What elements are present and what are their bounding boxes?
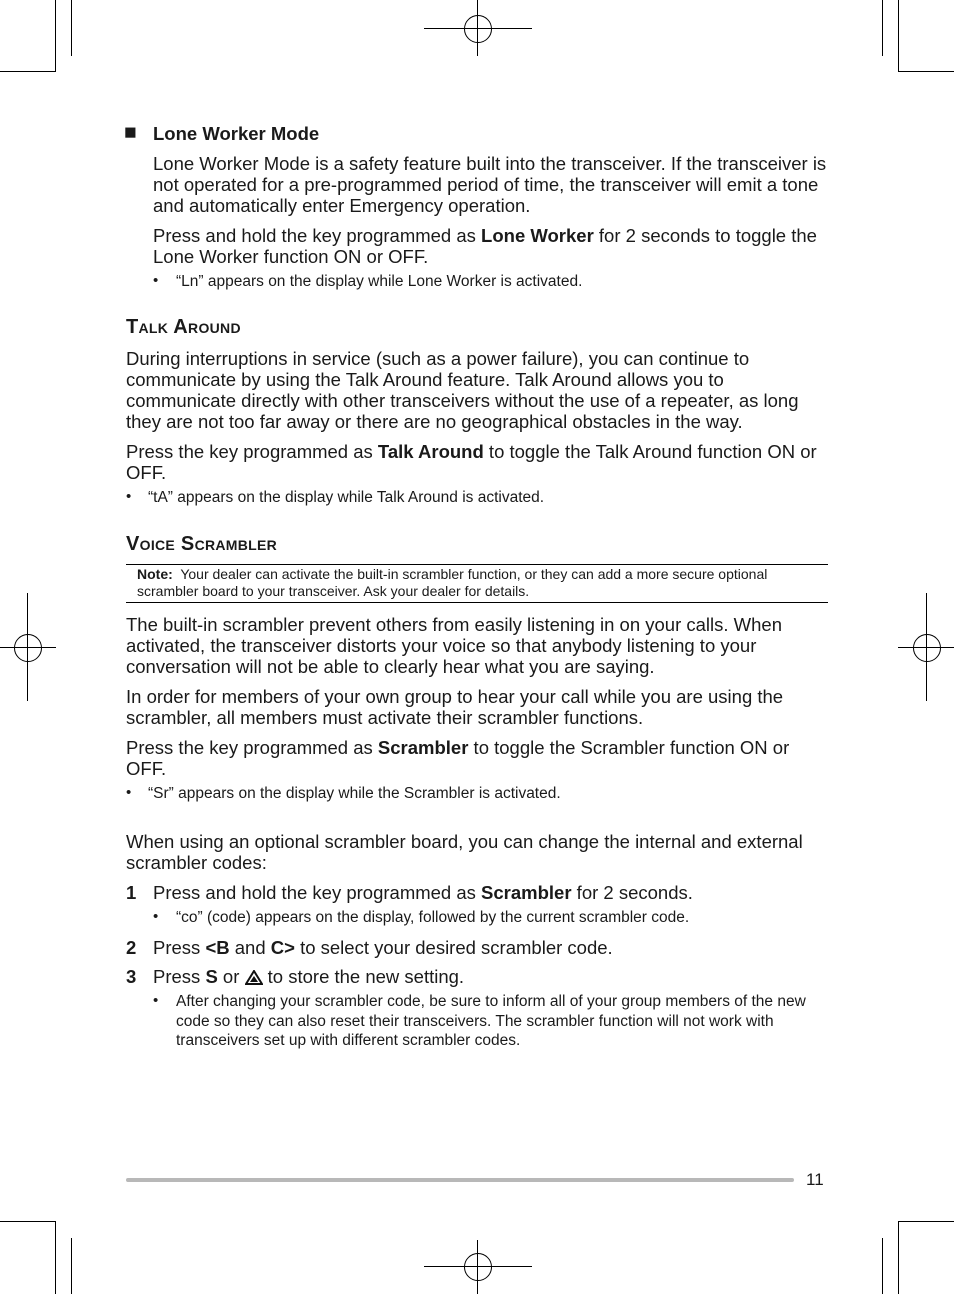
step-3-bullet: After changing your scrambler code, be sure to inform all of your group members of the new code so they can also reset their transceivers. The scrambler function will not work with transceivers set up with different scrambler codes. bbox=[176, 993, 806, 1049]
note-top-rule bbox=[126, 564, 828, 565]
scrambler-para3: Press the key programmed as Scrambler to toggle the Scrambler function ON or OFF. bbox=[126, 737, 790, 779]
footer-rule bbox=[126, 1178, 794, 1182]
step-1-text: Press and hold the key programmed as Scrambler for 2 seconds. bbox=[153, 882, 693, 903]
bullet-icon: • bbox=[153, 992, 159, 1009]
section-marker: ■ bbox=[124, 121, 137, 144]
scrambler-note: Note: Your dealer can activate the built-in scrambler function, or they can add a more secure optional scrambler board to your transceiver. Ask your dealer for details. bbox=[137, 566, 768, 599]
talk-around-para1: During interruptions in service (such as a power failure), you can continue to communicate by using the Talk Around feature. Talk Around allows you to communicate directly with other transceivers without the use of a repeater, as long they are not too far away or there are no geographical obstacles in the way. bbox=[126, 348, 799, 432]
scrambler-para4: When using an optional scrambler board, you can change the internal and external scrambler codes: bbox=[126, 831, 803, 873]
talk-around-para2: Press the key programmed as Talk Around to toggle the Talk Around function ON or OFF. bbox=[126, 441, 817, 483]
step-3-text: Press S or to store the new setting. bbox=[153, 966, 465, 987]
talk-around-heading: Talk Around bbox=[126, 316, 241, 338]
lone-worker-para2: Press and hold the key programmed as Lone Worker for 2 seconds to toggle the Lone Worker function ON or OFF. bbox=[153, 225, 817, 267]
lone-worker-bullet: “Ln” appears on the display while Lone Worker is activated. bbox=[176, 273, 583, 290]
bullet-icon: • bbox=[153, 272, 159, 289]
triangle-key-icon bbox=[245, 968, 263, 989]
scrambler-para1: The built-in scrambler prevent others from easily listening in on your calls. When activated, the transceiver distorts your voice so that anybody listening to your conversation will not be able to clearly hear what you are saying. bbox=[126, 614, 783, 677]
step-2-text: Press <B and C> to select your desired scrambler code. bbox=[153, 937, 613, 958]
lone-worker-para1: Lone Worker Mode is a safety feature built into the transceiver. If the transceiver is not operated for a pre-programmed period of time, the transceiver will emit a tone and automatically enter Emergency operation. bbox=[153, 153, 827, 216]
step-number: 2 bbox=[126, 937, 137, 958]
page-number: 11 bbox=[806, 1170, 824, 1189]
step-1-bullet: “co” (code) appears on the display, followed by the current scrambler code. bbox=[176, 909, 690, 926]
scrambler-bullet: “Sr” appears on the display while the Scrambler is activated. bbox=[148, 785, 561, 802]
voice-scrambler-heading: Voice Scrambler bbox=[126, 533, 278, 555]
bullet-icon: • bbox=[153, 908, 159, 925]
bullet-icon: • bbox=[126, 488, 132, 505]
lone-worker-heading: Lone Worker Mode bbox=[153, 123, 320, 144]
step-number: 3 bbox=[126, 966, 137, 987]
talk-around-bullet: “tA” appears on the display while Talk Around is activated. bbox=[148, 489, 545, 506]
scrambler-para2: In order for members of your own group to hear your call while you are using the scrambler, all members must activate their scrambler functions. bbox=[126, 686, 784, 728]
step-number: 1 bbox=[126, 882, 137, 903]
note-bottom-rule bbox=[126, 602, 828, 603]
bullet-icon: • bbox=[126, 784, 132, 801]
